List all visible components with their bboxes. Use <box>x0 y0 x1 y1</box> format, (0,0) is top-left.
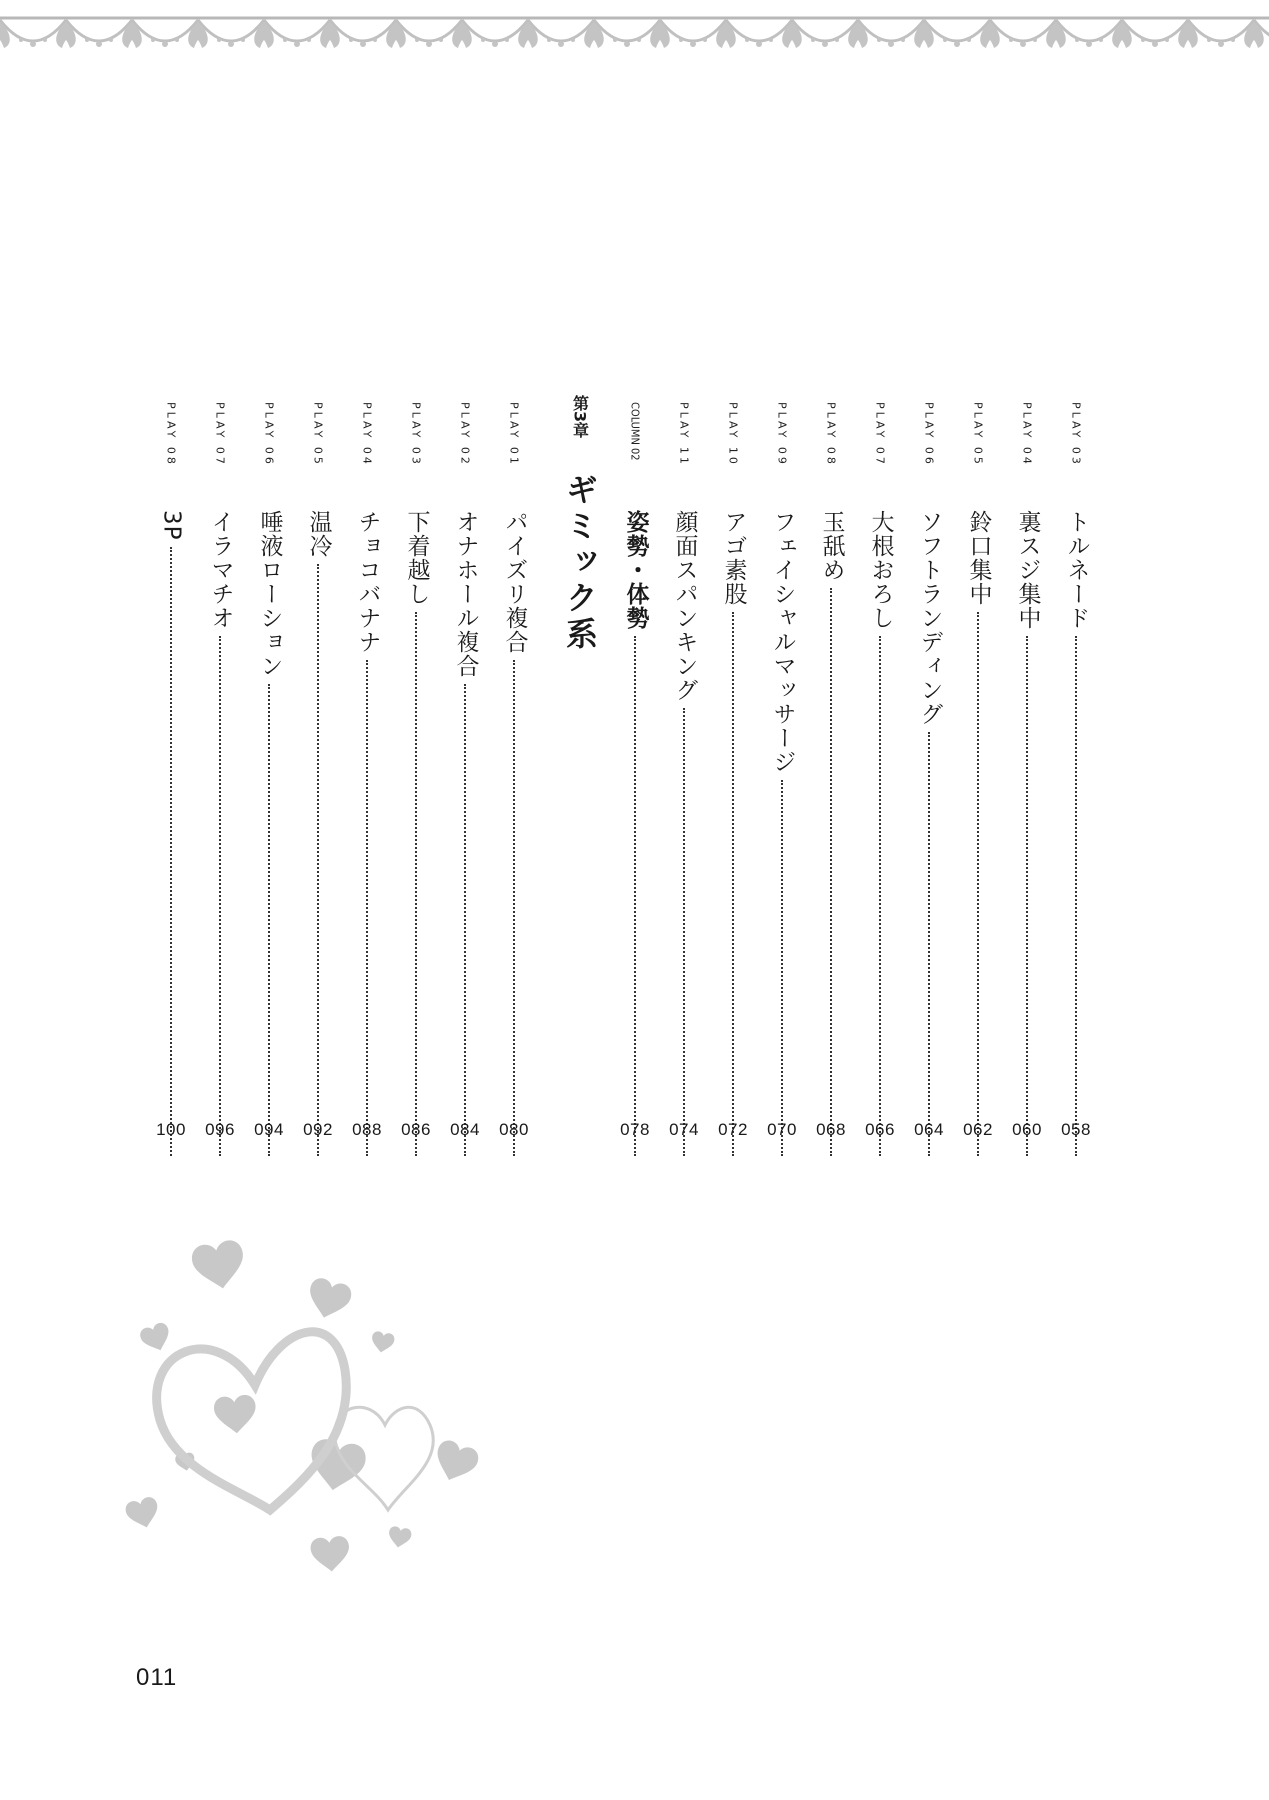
page-number: 066 <box>865 1120 895 1139</box>
dotted-leader <box>219 636 221 1156</box>
heart-icon <box>124 1495 162 1531</box>
toc-entry[interactable] <box>862 402 898 1162</box>
entry-label: PLAY 08 <box>164 402 178 467</box>
entry-label: PLAY 07 <box>873 402 887 467</box>
entry-label: PLAY 05 <box>971 402 985 467</box>
toc-entry[interactable] <box>349 402 385 1162</box>
page-number: 060 <box>1012 1120 1042 1139</box>
entry-title: チョコバナナ <box>354 510 381 654</box>
page-number: 062 <box>963 1120 993 1139</box>
heart-icon <box>138 1321 174 1355</box>
outline-heart-icon <box>157 1332 347 1510</box>
dotted-leader <box>879 636 881 1156</box>
entry-label: PLAY 06 <box>922 402 936 467</box>
page-number: 100 <box>156 1120 186 1139</box>
page-number: 086 <box>401 1120 431 1139</box>
toc-entry[interactable] <box>764 402 800 1162</box>
entry-title: 下着越し <box>403 510 430 606</box>
entry-label: PLAY 04 <box>360 402 374 467</box>
entry-title: イラマチオ <box>207 510 234 630</box>
toc-entry[interactable] <box>251 402 287 1162</box>
dotted-leader <box>366 660 368 1156</box>
heart-icon <box>213 1394 258 1435</box>
entry-title: 玉舐め <box>818 510 845 582</box>
page-number: 096 <box>205 1120 235 1139</box>
toc-entry[interactable] <box>1058 402 1094 1162</box>
toc-entry[interactable] <box>666 402 702 1162</box>
dotted-leader <box>732 612 734 1156</box>
entry-title: 唾液ローション <box>256 510 283 678</box>
toc-entry[interactable] <box>202 402 238 1162</box>
dotted-leader <box>781 780 783 1156</box>
entry-title: オナホール複合 <box>452 510 479 678</box>
dotted-leader <box>928 732 930 1156</box>
entry-title: アゴ素股 <box>720 510 747 606</box>
entry-label: PLAY 03 <box>1069 402 1083 467</box>
entry-title: パイズリ複合 <box>501 510 528 654</box>
entry-label: PLAY 07 <box>213 402 227 467</box>
page-number: 094 <box>254 1120 284 1139</box>
page-number: 088 <box>352 1120 382 1139</box>
dotted-leader <box>268 684 270 1156</box>
entry-title: 温冷 <box>305 510 332 558</box>
page-number: 070 <box>767 1120 797 1139</box>
heart-icon <box>370 1331 396 1355</box>
entry-label: PLAY 02 <box>458 402 472 467</box>
dotted-leader <box>464 684 466 1156</box>
decorative-hearts <box>120 1210 500 1590</box>
entry-title: 大根おろし <box>867 510 894 630</box>
entry-title: 鈴口集中 <box>965 510 992 606</box>
toc-entry[interactable] <box>715 402 751 1162</box>
dotted-leader <box>513 660 515 1156</box>
page-number: 058 <box>1061 1120 1091 1139</box>
chapter-heading <box>556 395 604 653</box>
entry-title: 姿勢・体勢 <box>622 510 649 630</box>
chapter-number: 第3章 <box>570 395 590 439</box>
toc-entry[interactable] <box>911 402 947 1162</box>
chapter-title: ギミック系 <box>561 473 599 653</box>
heart-icon <box>387 1526 413 1550</box>
entry-title: 顔面スパンキング <box>671 510 698 702</box>
toc-entry[interactable] <box>300 402 336 1162</box>
entry-label: COLUMN 02 <box>628 402 642 461</box>
page-number: 072 <box>718 1120 748 1139</box>
page-number: 084 <box>450 1120 480 1139</box>
dotted-leader <box>317 564 319 1156</box>
entry-title: 裏スジ集中 <box>1014 510 1041 630</box>
page-number: 078 <box>620 1120 650 1139</box>
dotted-leader <box>170 547 172 1156</box>
heart-icon <box>429 1438 481 1488</box>
toc-entry[interactable] <box>153 402 189 1162</box>
page-number: 092 <box>303 1120 333 1139</box>
page-number: 064 <box>914 1120 944 1139</box>
entry-title: ソフトランディング <box>916 510 943 726</box>
dotted-leader <box>683 708 685 1156</box>
heart-icon <box>304 1276 354 1323</box>
heart-icon <box>190 1238 248 1292</box>
entry-title: 3P <box>158 510 185 541</box>
entry-label: PLAY 03 <box>409 402 423 467</box>
dotted-leader <box>977 612 979 1156</box>
toc-entry[interactable] <box>1009 402 1045 1162</box>
entry-label: PLAY 09 <box>775 402 789 467</box>
dotted-leader <box>830 588 832 1156</box>
toc-entry[interactable] <box>813 402 849 1162</box>
dotted-leader <box>1026 636 1028 1156</box>
entry-label: PLAY 05 <box>311 402 325 467</box>
entry-label: PLAY 08 <box>824 402 838 467</box>
entry-label: PLAY 10 <box>726 402 740 467</box>
entry-label: PLAY 06 <box>262 402 276 467</box>
page-number: 074 <box>669 1120 699 1139</box>
entry-title: トルネード <box>1063 510 1090 630</box>
page-folio: 011 <box>136 1664 178 1691</box>
toc-entry-column[interactable] <box>617 402 653 1162</box>
toc-entry[interactable] <box>398 402 434 1162</box>
entry-label: PLAY 11 <box>677 402 691 467</box>
dotted-leader <box>1075 636 1077 1156</box>
toc-entry[interactable] <box>447 402 483 1162</box>
page-number: 080 <box>499 1120 529 1139</box>
toc-entry[interactable] <box>960 402 996 1162</box>
dotted-leader <box>415 612 417 1156</box>
entry-label: PLAY 04 <box>1020 402 1034 467</box>
entry-label: PLAY 01 <box>507 402 521 467</box>
entry-title: フェイシャルマッサージ <box>769 510 796 774</box>
toc-entry[interactable] <box>496 402 532 1162</box>
dotted-leader <box>634 636 636 1156</box>
heart-icon <box>310 1535 351 1573</box>
page-number: 068 <box>816 1120 846 1139</box>
